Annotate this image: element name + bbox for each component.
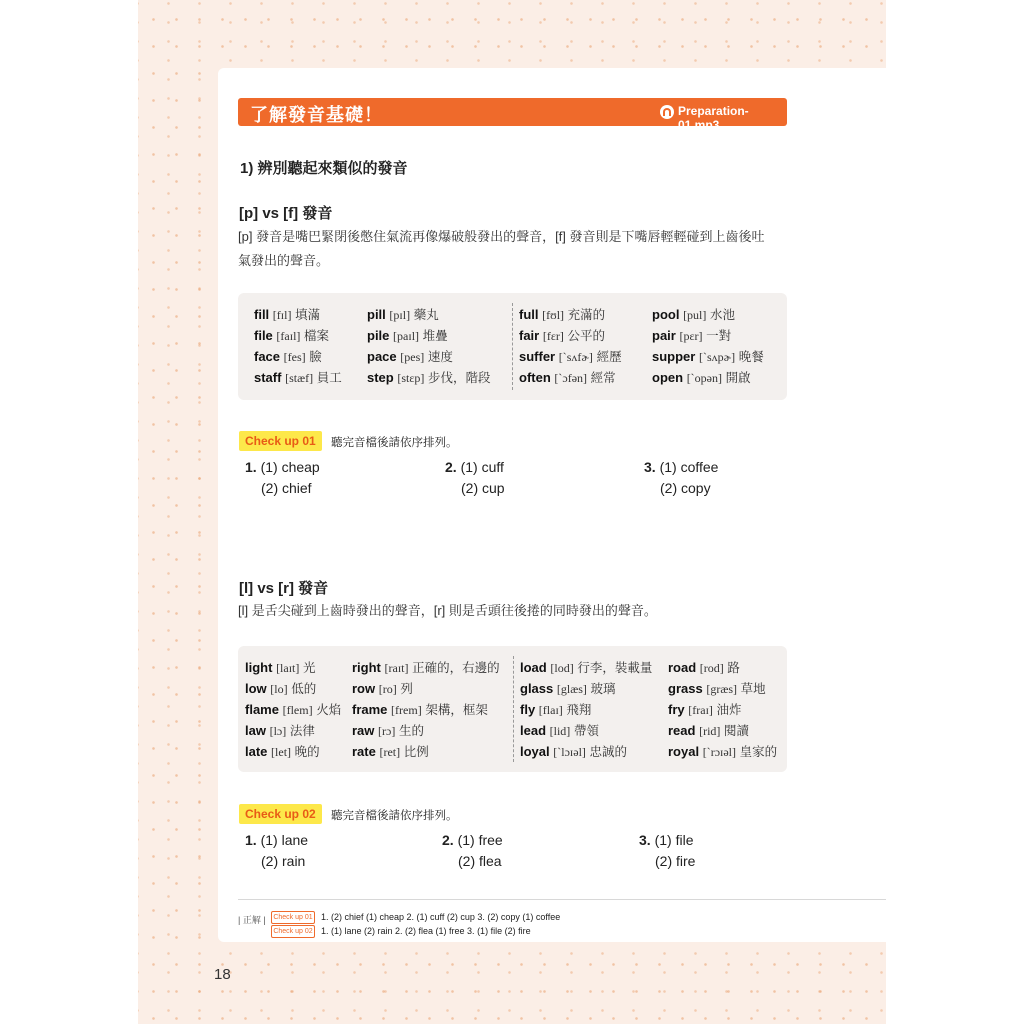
answer-line-02: 1. (1) lane (2) rain 2. (2) flea (1) free 3. (1) file (2) fire xyxy=(321,926,531,936)
vocab-word: pace xyxy=(367,349,397,364)
word-entry xyxy=(520,658,652,678)
vocab-word: late xyxy=(245,744,268,759)
pf-description-line: [p] 發音是嘴巴緊閉後憋住氣流再像爆破般發出的聲音，[f] 發音則是下嘴唇輕輕碰到上齒後吐 xyxy=(238,229,765,244)
word-entry xyxy=(367,326,448,346)
word-translation: 帶領 xyxy=(573,724,599,738)
question-number: 1. xyxy=(245,832,257,848)
vocab-word: file xyxy=(254,328,273,343)
vocab-word: light xyxy=(245,660,273,675)
phonetic-transcription: [let] xyxy=(271,745,292,759)
option-1: (1) cheap xyxy=(260,459,320,475)
phonetic-transcription: [ˋsʌfɚ] xyxy=(558,350,593,364)
check-question xyxy=(245,457,320,499)
word-translation: 步伐，階段 xyxy=(428,371,491,385)
answers-label: | 正解 | xyxy=(238,915,266,925)
vocab-word: law xyxy=(245,723,266,738)
word-entry xyxy=(245,700,341,720)
word-entry xyxy=(520,742,627,762)
check-question xyxy=(245,830,308,872)
word-translation: 架構，框架 xyxy=(425,703,488,717)
phonetic-transcription: [faɪl] xyxy=(276,329,301,343)
word-entry xyxy=(352,742,429,762)
word-translation: 低的 xyxy=(291,682,317,696)
phonetic-transcription: [lod] xyxy=(550,661,574,675)
question-number: 3. xyxy=(644,459,656,475)
vocab-word: fry xyxy=(668,702,685,717)
check-question xyxy=(639,830,695,872)
vocab-word: full xyxy=(519,307,539,322)
vocab-word: step xyxy=(367,370,394,385)
phonetic-transcription: [græs] xyxy=(706,682,737,696)
check-up-01-instruction: 聽完音檔後請依序排列。 xyxy=(331,437,458,449)
vocab-word: right xyxy=(352,660,381,675)
phonetic-transcription: [fɛr] xyxy=(542,329,564,343)
vocab-word: rate xyxy=(352,744,376,759)
phonetic-transcription: [glæs] xyxy=(556,682,587,696)
phonetic-transcription: [ˋsʌpɚ] xyxy=(698,350,736,364)
phonetic-transcription: [pes] xyxy=(400,350,425,364)
headphones-icon[interactable] xyxy=(660,105,674,119)
phonetic-transcription: [ˋɔfən] xyxy=(554,371,588,385)
phonetic-transcription: [stɛp] xyxy=(397,371,425,385)
question-number: 2. xyxy=(442,832,454,848)
vocab-word: pill xyxy=(367,307,386,322)
question-number: 1. xyxy=(245,459,257,475)
word-entry xyxy=(668,742,777,762)
check-up-02-instruction: 聽完音檔後請依序排列。 xyxy=(331,810,458,822)
phonetic-transcription: [ˋrɔɪəl] xyxy=(702,745,737,759)
vocab-word: raw xyxy=(352,723,375,738)
vocab-word: pair xyxy=(652,328,676,343)
word-entry xyxy=(245,742,320,762)
word-translation: 速度 xyxy=(427,350,453,364)
word-translation: 草地 xyxy=(740,682,766,696)
phonetic-transcription: [frem] xyxy=(391,703,422,717)
subsection-title: 1) 辨別聽起來類似的發音 xyxy=(240,160,408,177)
phonetic-transcription: [fɪl] xyxy=(272,308,292,322)
phonetic-transcription: [ret] xyxy=(379,745,401,759)
word-entry xyxy=(367,368,491,388)
word-translation: 生的 xyxy=(398,724,424,738)
vocab-word: glass xyxy=(520,681,554,696)
option-2: (2) flea xyxy=(458,853,502,869)
phonetic-transcription: [pul] xyxy=(683,308,707,322)
check-up-01-badge: Check up 01 xyxy=(239,431,322,451)
vocab-word: fly xyxy=(520,702,536,717)
word-entry xyxy=(652,326,731,346)
phonetic-transcription: [ˋopən] xyxy=(686,371,723,385)
word-entry xyxy=(668,721,749,741)
word-entry xyxy=(519,305,605,325)
word-entry xyxy=(668,700,742,720)
column-divider xyxy=(512,303,513,390)
vocab-word: lead xyxy=(520,723,547,738)
vocab-word: grass xyxy=(668,681,703,696)
word-translation: 油炸 xyxy=(716,703,742,717)
vocab-word: face xyxy=(254,349,281,364)
word-entry xyxy=(520,700,591,720)
answer-badge-02: Check up 02 xyxy=(271,925,315,938)
word-entry xyxy=(519,326,605,346)
word-entry xyxy=(519,368,616,388)
word-entry xyxy=(352,679,413,699)
word-translation: 藥丸 xyxy=(413,308,439,322)
vocab-word: road xyxy=(668,660,697,675)
phonetic-transcription: [paɪl] xyxy=(393,329,420,343)
word-translation: 開啟 xyxy=(725,371,751,385)
question-number: 3. xyxy=(639,832,651,848)
word-entry xyxy=(367,347,453,367)
audio-filename[interactable]: Preparation-01.mp3 xyxy=(678,104,749,132)
lr-word-box xyxy=(238,646,787,772)
vocab-word: suffer xyxy=(519,349,556,364)
word-entry xyxy=(652,368,751,388)
word-translation: 經常 xyxy=(590,371,616,385)
word-translation: 經歷 xyxy=(596,350,622,364)
phonetic-transcription: [fʊl] xyxy=(542,308,565,322)
banner-title: 了解發音基礎！ xyxy=(250,105,383,125)
option-1: (1) file xyxy=(654,832,694,848)
phonetic-transcription: [rod] xyxy=(699,661,724,675)
word-entry xyxy=(352,700,488,720)
word-entry xyxy=(245,658,316,678)
vocab-word: royal xyxy=(668,744,700,759)
word-entry xyxy=(254,326,329,346)
question-number: 2. xyxy=(445,459,457,475)
lr-description xyxy=(238,599,657,623)
word-translation: 法律 xyxy=(289,724,315,738)
word-translation: 火焰 xyxy=(316,703,342,717)
vocab-word: low xyxy=(245,681,267,696)
word-translation: 填滿 xyxy=(295,308,321,322)
pf-description xyxy=(238,225,765,273)
phonetic-transcription: [pɪl] xyxy=(389,308,411,322)
phonetic-transcription: [laɪt] xyxy=(276,661,300,675)
word-entry xyxy=(520,721,599,741)
word-entry xyxy=(652,347,764,367)
pf-word-box xyxy=(238,293,787,400)
option-2: (2) copy xyxy=(660,480,711,496)
option-2: (2) cup xyxy=(461,480,505,496)
vocab-word: often xyxy=(519,370,551,385)
word-translation: 光 xyxy=(303,661,316,675)
phonetic-transcription: [ˋlɔɪəl] xyxy=(553,745,586,759)
footer-divider xyxy=(238,899,886,900)
word-translation: 員工 xyxy=(316,371,342,385)
vocab-word: pile xyxy=(367,328,390,343)
option-2: (2) rain xyxy=(261,853,306,869)
word-entry xyxy=(245,721,315,741)
word-translation: 晚餐 xyxy=(738,350,764,364)
phonetic-transcription: [rid] xyxy=(699,724,721,738)
pf-heading: [p] vs [f] 發音 xyxy=(239,205,333,222)
phonetic-transcription: [flem] xyxy=(282,703,313,717)
option-2: (2) chief xyxy=(261,480,312,496)
word-translation: 皇家的 xyxy=(739,745,778,759)
check-question xyxy=(442,830,503,872)
word-translation: 忠誠的 xyxy=(589,745,628,759)
lr-heading: [l] vs [r] 發音 xyxy=(239,580,329,597)
word-translation: 列 xyxy=(400,682,413,696)
phonetic-transcription: [lo] xyxy=(270,682,288,696)
vocab-word: frame xyxy=(352,702,388,717)
answer-line-01: 1. (2) chief (1) cheap 2. (1) cuff (2) cup 3. (2) copy (1) coffee xyxy=(321,912,561,922)
phonetic-transcription: [fraɪ] xyxy=(688,703,713,717)
pf-description-line: 氣發出的聲音。 xyxy=(238,253,330,268)
word-entry xyxy=(245,679,316,699)
word-translation: 比例 xyxy=(403,745,429,759)
check-up-02-badge: Check up 02 xyxy=(239,804,322,824)
vocab-word: fair xyxy=(519,328,540,343)
phonetic-transcription: [lɔ] xyxy=(269,724,287,738)
word-entry xyxy=(519,347,622,367)
lr-description-line: [l] 是舌尖碰到上齒時發出的聲音，[r] 則是舌頭往後捲的同時發出的聲音。 xyxy=(238,603,657,618)
option-1: (1) lane xyxy=(260,832,309,848)
section-banner xyxy=(238,98,787,132)
word-entry xyxy=(254,347,322,367)
phonetic-transcription: [rɔ] xyxy=(378,724,396,738)
word-translation: 臉 xyxy=(309,350,322,364)
word-entry xyxy=(352,658,500,678)
word-translation: 玻璃 xyxy=(590,682,616,696)
vocab-word: staff xyxy=(254,370,282,385)
phonetic-transcription: [fes] xyxy=(283,350,306,364)
word-translation: 行李，裝載量 xyxy=(577,661,653,675)
word-entry xyxy=(254,368,342,388)
column-divider xyxy=(513,656,514,762)
vocab-word: row xyxy=(352,681,376,696)
page-number: 18 xyxy=(214,966,231,983)
check-question xyxy=(644,457,718,499)
word-translation: 堆疊 xyxy=(422,329,448,343)
phonetic-transcription: [raɪt] xyxy=(384,661,409,675)
word-translation: 正確的，右邊的 xyxy=(412,661,500,675)
phonetic-transcription: [flaɪ] xyxy=(538,703,563,717)
word-entry xyxy=(668,679,766,699)
phonetic-transcription: [stæf] xyxy=(285,371,314,385)
check-question xyxy=(445,457,505,499)
phonetic-transcription: [ro] xyxy=(378,682,397,696)
word-entry xyxy=(652,305,735,325)
vocab-word: open xyxy=(652,370,684,385)
word-translation: 路 xyxy=(727,661,740,675)
word-translation: 充滿的 xyxy=(567,308,606,322)
vocab-word: fill xyxy=(254,307,270,322)
word-translation: 一對 xyxy=(706,329,732,343)
vocab-word: load xyxy=(520,660,547,675)
word-translation: 水池 xyxy=(710,308,736,322)
word-translation: 晚的 xyxy=(294,745,320,759)
option-1: (1) coffee xyxy=(659,459,719,475)
word-translation: 閱讀 xyxy=(724,724,750,738)
word-entry xyxy=(254,305,320,325)
word-entry xyxy=(668,658,740,678)
word-entry xyxy=(367,305,439,325)
vocab-word: supper xyxy=(652,349,696,364)
vocab-word: loyal xyxy=(520,744,550,759)
word-translation: 檔案 xyxy=(304,329,330,343)
vocab-word: pool xyxy=(652,307,680,322)
phonetic-transcription: [lid] xyxy=(549,724,571,738)
vocab-word: flame xyxy=(245,702,279,717)
vocab-word: read xyxy=(668,723,696,738)
answer-badge-01: Check up 01 xyxy=(271,911,315,924)
word-entry xyxy=(520,679,616,699)
option-1: (1) free xyxy=(457,832,503,848)
phonetic-transcription: [pɛr] xyxy=(679,329,703,343)
option-2: (2) fire xyxy=(655,853,696,869)
option-1: (1) cuff xyxy=(460,459,504,475)
word-entry xyxy=(352,721,424,741)
word-translation: 公平的 xyxy=(567,329,606,343)
word-translation: 飛翔 xyxy=(566,703,592,717)
